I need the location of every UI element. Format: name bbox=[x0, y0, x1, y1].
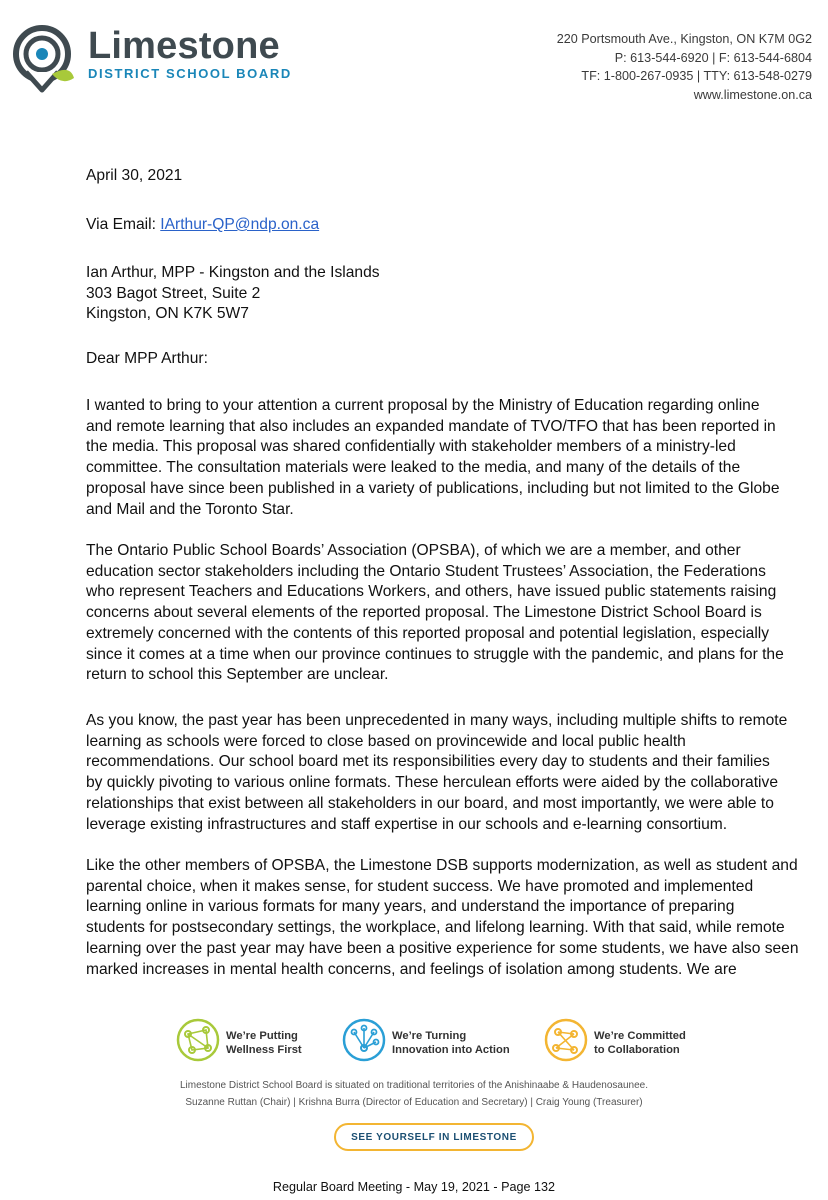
board-logo bbox=[12, 24, 292, 94]
paragraph-line: committee. The consultation materials were leaked to the media, and many of the details of the bbox=[86, 459, 741, 477]
strategic-pillars bbox=[176, 1018, 706, 1078]
innovation-icon bbox=[342, 1018, 386, 1062]
logo-wordmark: Limestone bbox=[88, 25, 280, 67]
pillar-wellness-line2: Wellness First bbox=[226, 1044, 302, 1056]
paragraph-line: by quickly pivoting to various online formats. These herculean efforts were aided by the collaborative bbox=[86, 774, 778, 792]
paragraph-line: leverage existing infrastructures and staff expertise in our schools and e-learning consortium. bbox=[86, 815, 728, 833]
pillar-wellness-line1: We’re Putting bbox=[226, 1030, 298, 1042]
paragraph-line: and Mail and the Toronto Star. bbox=[86, 500, 294, 518]
paragraph-line: marked increases in mental health concerns, and feelings of isolation among students. We are bbox=[86, 960, 737, 978]
wellness-icon bbox=[176, 1018, 220, 1062]
paragraph-line: the media. This proposal was shared confidentially with stakeholder members of a ministry-led bbox=[86, 438, 736, 456]
tollfree-tty-line: TF: 1-800-267-0935 | TTY: 613-548-0279 bbox=[581, 69, 812, 84]
paragraph-line: The Ontario Public School Boards’ Association (OPSBA), of which we are a member, and other bbox=[86, 542, 741, 559]
salutation: Dear MPP Arthur: bbox=[86, 350, 208, 367]
paragraph-line: learning online in various formats for many years, and understand the importance of preparing bbox=[86, 898, 735, 916]
paragraph-line: education sector stakeholders including the Ontario Student Trustees’ Association, the Federations bbox=[86, 562, 766, 580]
paragraph-line: relationships that exist between all stakeholders in our board, and most importantly, we were able to bbox=[86, 794, 774, 812]
website-line: www.limestone.on.ca bbox=[693, 87, 812, 102]
paragraph-line: since it comes at a time when our province continues to struggle with the pandemic, and plans for the bbox=[86, 645, 784, 663]
paragraph-line: students for postsecondary settings, the workplace, and lifelong learning. With that said, while remote bbox=[86, 919, 785, 937]
paragraph-1 bbox=[86, 396, 814, 520]
recipient-email-link[interactable]: IArthur-QP@ndp.on.ca bbox=[160, 216, 320, 233]
contact-block bbox=[557, 30, 812, 104]
paragraph-line: Like the other members of OPSBA, the Limestone DSB supports modernization, as well as student and bbox=[86, 857, 798, 874]
recipient-address bbox=[86, 263, 814, 325]
paragraph-2 bbox=[86, 541, 814, 686]
board-officers: Suzanne Ruttan (Chair) | Krishna Burra (Director of Education and Secretary) | Craig Young (Treasurer) bbox=[185, 1097, 643, 1108]
phone-fax-line: P: 613-544-6920 | F: 613-544-6804 bbox=[614, 50, 812, 65]
recipient-line: Kingston, ON K7K 5W7 bbox=[86, 305, 249, 323]
address-line: 220 Portsmouth Ave., Kingston, ON K7M 0G2 bbox=[556, 32, 812, 46]
limestone-pin-icon bbox=[12, 24, 78, 94]
paragraph-line: I wanted to bring to your attention a current proposal by the Ministry of Education regarding online bbox=[86, 397, 760, 414]
collaboration-icon bbox=[544, 1018, 588, 1062]
page-footer: Regular Board Meeting - May 19, 2021 - Page 132 bbox=[272, 1180, 556, 1194]
via-email-line bbox=[86, 215, 814, 236]
pillar-collaboration-line2: to Collaboration bbox=[594, 1044, 680, 1056]
paragraph-line: return to school this September are unclear. bbox=[86, 666, 389, 684]
pillar-innovation-line1: We’re Turning bbox=[392, 1030, 467, 1042]
via-email-label: Via Email: bbox=[86, 216, 156, 233]
see-yourself-button[interactable]: SEE YOURSELF IN LIMESTONE bbox=[334, 1123, 534, 1151]
paragraph-4 bbox=[86, 856, 814, 980]
paragraph-line: learning over the past year may have been a positive experience for some students, we have also seen bbox=[86, 939, 799, 957]
paragraph-line: recommendations. Our school board met its responsibilities every day to students and their families bbox=[86, 753, 770, 771]
recipient-line: Ian Arthur, MPP - Kingston and the Islands bbox=[86, 264, 380, 281]
paragraph-line: and remote learning that also includes an expanded mandate of TVO/TFO that has been reported in bbox=[86, 417, 776, 435]
pillar-innovation-line2: Innovation into Action bbox=[392, 1044, 510, 1056]
paragraph-line: who represent Teachers and Educations Workers, and others, have issued public statements raising bbox=[86, 583, 777, 601]
paragraph-3 bbox=[86, 711, 814, 835]
paragraph-line: learning as schools were forced to close based on provincewide and local public health bbox=[86, 732, 686, 750]
logo-subtitle: DISTRICT SCHOOL BOARD bbox=[88, 66, 292, 81]
paragraph-line: As you know, the past year has been unprecedented in many ways, including multiple shifts to remote bbox=[86, 712, 788, 729]
paragraph-line: parental choice, when it makes sense, for student success. We have promoted and implemented bbox=[86, 877, 754, 895]
pillar-collaboration-line1: We’re Committed bbox=[594, 1030, 686, 1042]
paragraph-line: proposal have since been published in a variety of publications, including but not limited to the Globe bbox=[86, 479, 780, 497]
paragraph-line: extremely concerned with the contents of this reported proposal and potential legislation, especially bbox=[86, 624, 770, 642]
letter-date: April 30, 2021 bbox=[86, 167, 183, 184]
recipient-line: 303 Bagot Street, Suite 2 bbox=[86, 284, 261, 302]
land-acknowledgement: Limestone District School Board is situated on traditional territories of the Anishinaabe & Haudenosaunee. bbox=[179, 1080, 649, 1091]
paragraph-line: concerns about several elements of the reported proposal. The Limestone District School Board is bbox=[86, 604, 762, 622]
